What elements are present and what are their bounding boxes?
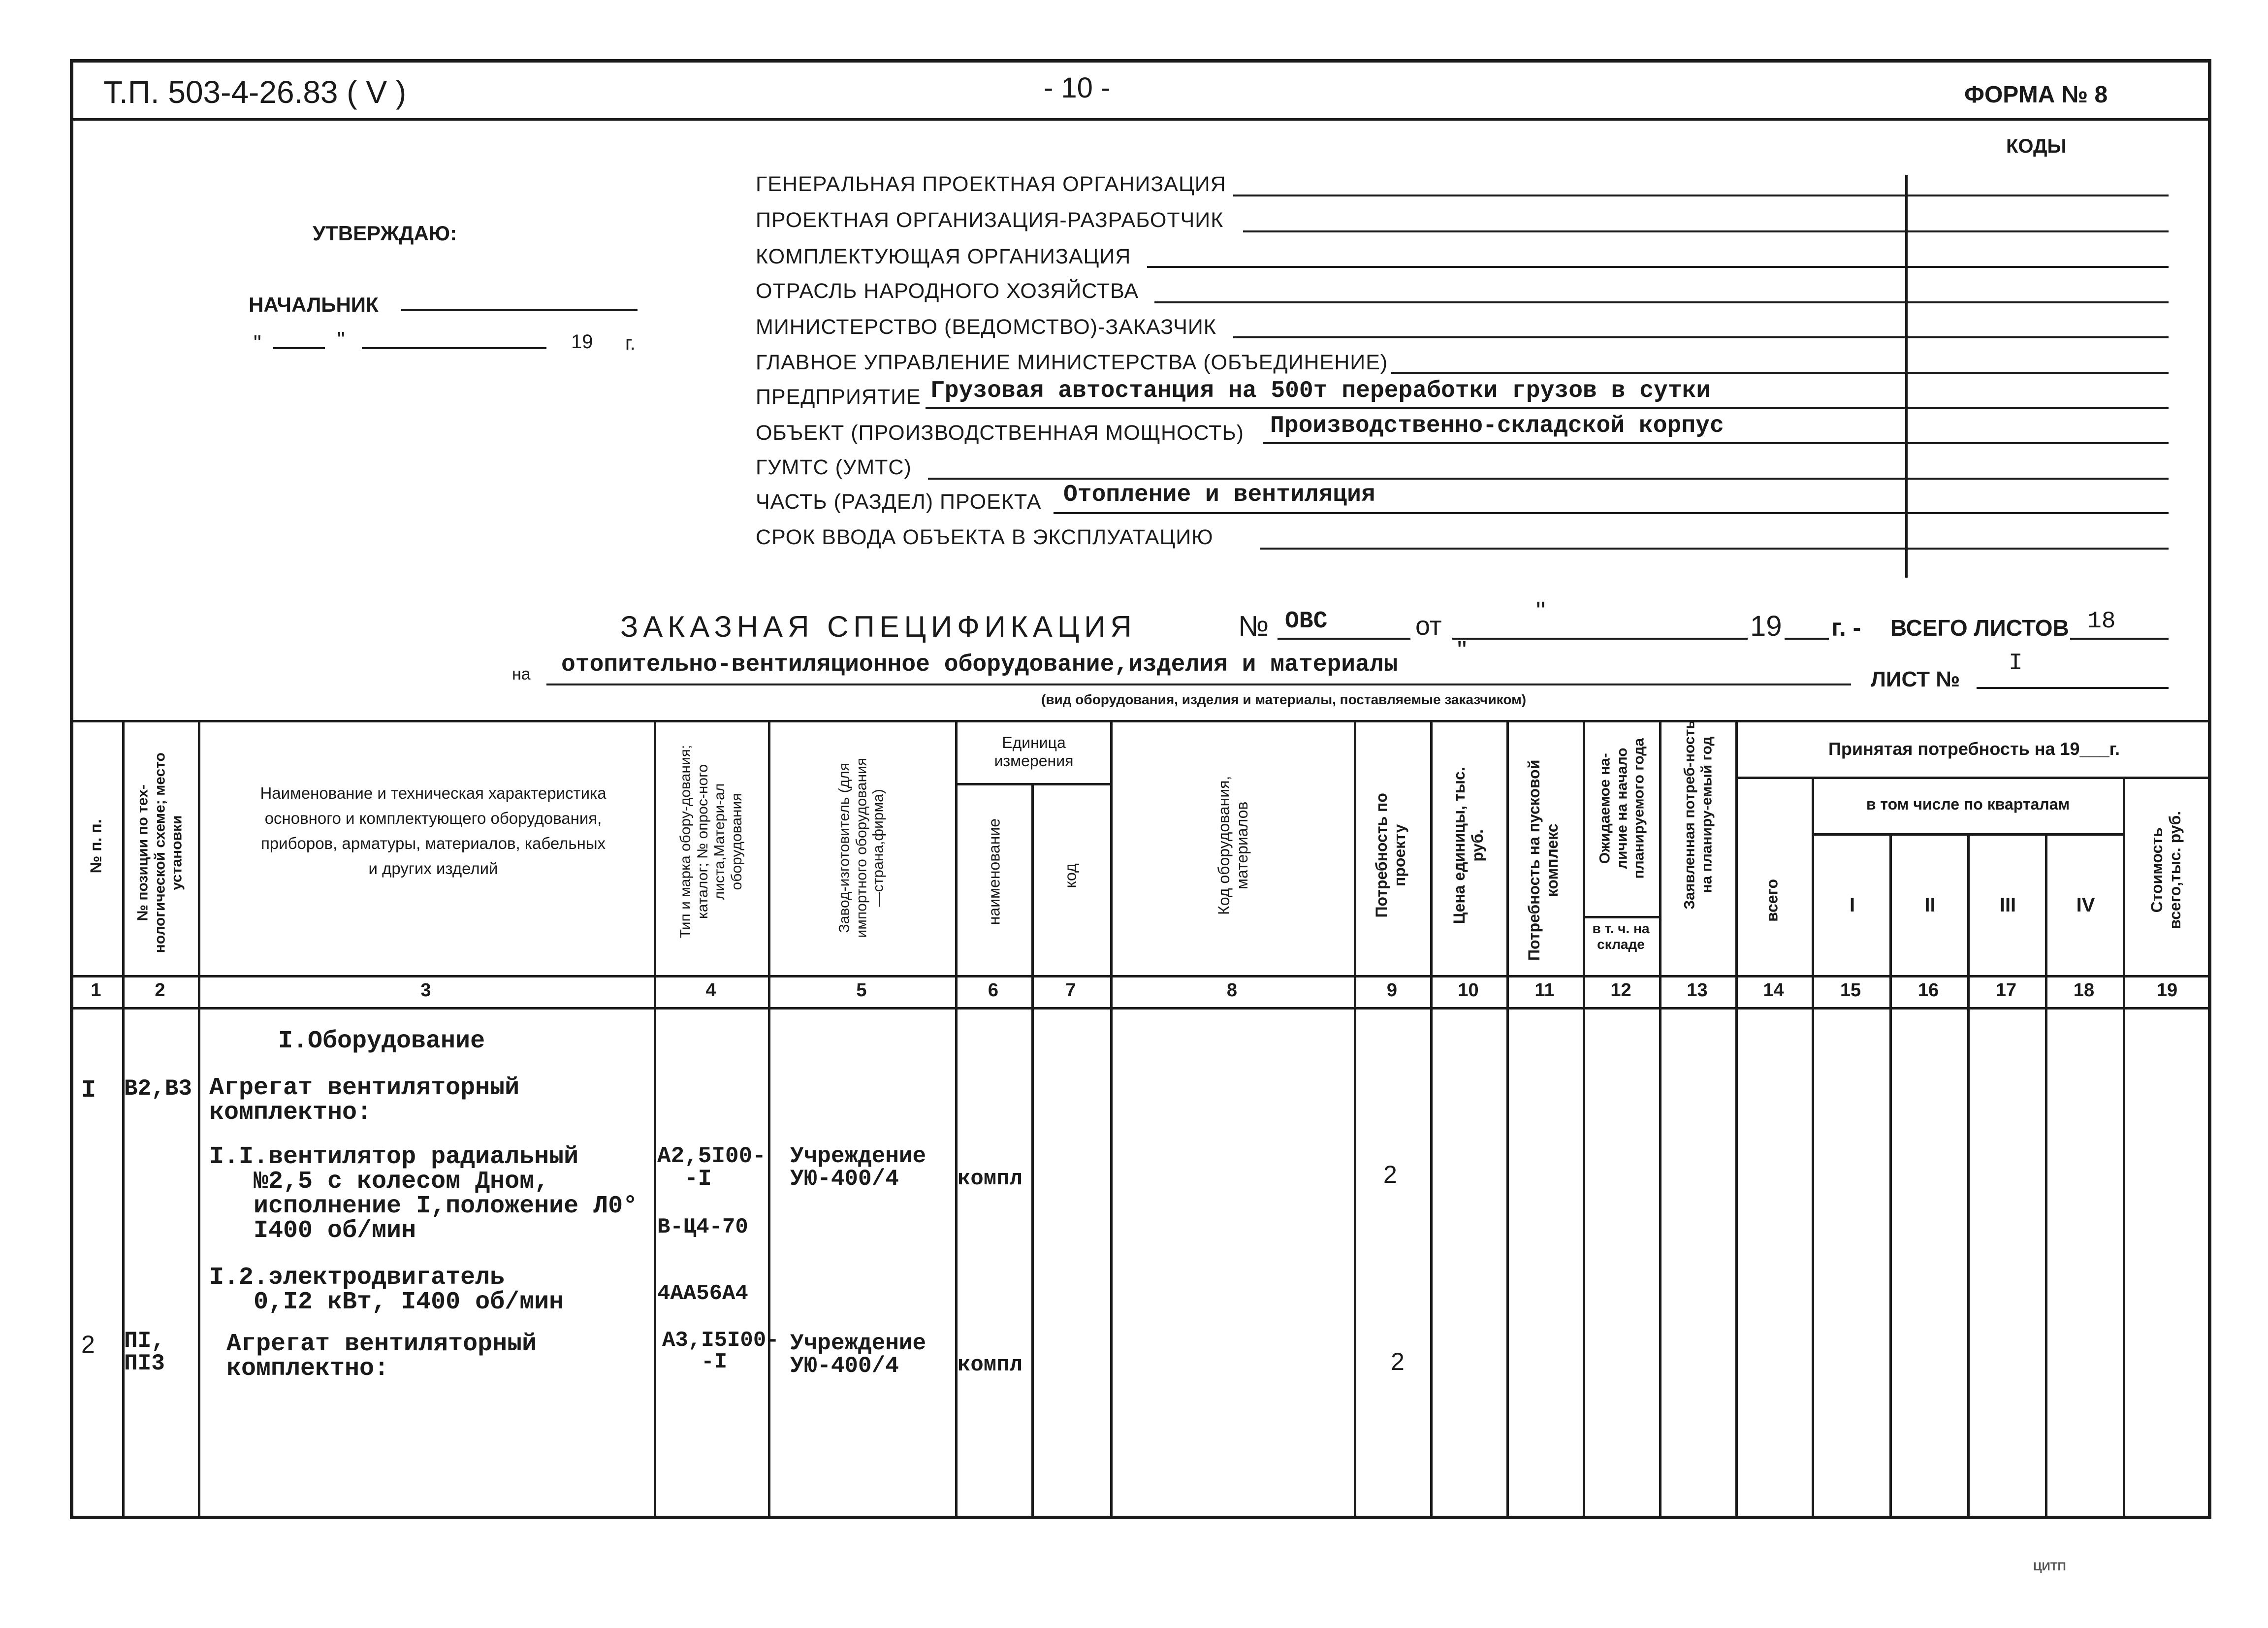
col-num-13: 13 — [1687, 980, 1708, 1001]
spec-quote-2: " — [1457, 636, 1467, 665]
field-line-part — [1054, 512, 2169, 514]
approve-title: УТВЕРЖДАЮ: — [313, 222, 457, 245]
col-num-2: 2 — [155, 980, 165, 1001]
col-head-8: Код оборудования, материалов — [1215, 776, 1251, 915]
col-num-17: 17 — [1995, 980, 2017, 1001]
col-line-16 — [1967, 833, 1970, 1519]
col-line-4 — [768, 720, 770, 1519]
col-num-18: 18 — [2073, 980, 2095, 1001]
col-head-15: I — [1849, 894, 1855, 916]
spec-sheet-line — [1977, 687, 2169, 689]
spec-year-suffix: г. - — [1831, 614, 1861, 641]
row2-unit: компл — [958, 1353, 1023, 1377]
col-line-13 — [1735, 720, 1738, 1519]
spec-date-line — [1452, 638, 1748, 640]
row2-type: А3,I5I00- -I — [662, 1328, 779, 1374]
col-head-12: Ожидаемое на-личие на начало планируемого года — [1597, 738, 1647, 879]
field-line-ministry — [1233, 336, 2169, 338]
date-month-line — [362, 347, 546, 349]
col-head-7: код — [1061, 863, 1080, 888]
spec-from-label: от — [1415, 611, 1442, 641]
spec-year: 19 — [1750, 610, 1782, 642]
doc-code: Т.П. 503-4-26.83 ( V ) — [103, 74, 407, 110]
spec-no-label: № — [1238, 610, 1269, 642]
field-line-deadline — [1260, 548, 2169, 550]
col-head-group: Принятая потребность на 19___г. — [1828, 739, 2120, 759]
row1-position: В2,В3 — [124, 1076, 192, 1102]
field-value-object: Производственно-складской корпус — [1270, 413, 1724, 439]
section-title: I.Оборудование — [278, 1027, 485, 1055]
spec-sheet-value: I — [2009, 650, 2023, 677]
field-label-object: ОБЪЕКТ (ПРОИЗВОДСТВЕННАЯ МОЩНОСТЬ) — [756, 421, 1244, 445]
spec-quote-1: " — [1536, 596, 1546, 626]
spec-title: ЗАКАЗНАЯ СПЕЦИФИКАЦИЯ — [620, 610, 1137, 643]
col-num-9: 9 — [1386, 980, 1398, 1001]
date-year-suffix: г. — [625, 332, 636, 354]
date-day-line — [273, 347, 325, 349]
col-line-11 — [1583, 720, 1585, 1519]
col-head-19: Стоимость всего,тыс. руб. — [2148, 811, 2184, 929]
col-num-6: 6 — [988, 980, 999, 1001]
col-num-8: 8 — [1226, 980, 1238, 1001]
col-num-14: 14 — [1763, 980, 1784, 1001]
col-head-14: всего — [1763, 879, 1781, 922]
col-head-17: III — [1999, 894, 2016, 916]
col-num-3: 3 — [420, 980, 431, 1001]
field-line-project-org — [1243, 230, 2169, 232]
col-line-9 — [1430, 720, 1433, 1519]
row11-name: I.I.вентилятор радиальный №2,5 с колесом Дном, исполнение I,положение Л0° I400 об/мин — [209, 1143, 638, 1245]
row11-qty: 2 — [1383, 1161, 1397, 1188]
field-line-branch — [1154, 301, 2169, 303]
col-head-13: Заявленная потреб-ность на планиру-емый год — [1681, 720, 1715, 910]
row11-maker: Учреждение УЮ-400/4 — [790, 1143, 926, 1192]
col-head-3: Наименование и техническая характеристика основного и комплектующего оборудования, приборов, арматуры, материалов, кабельных и других изделий — [260, 784, 607, 878]
col-line-8 — [1354, 720, 1356, 1519]
date-quote-close: " — [337, 327, 345, 352]
field-label-supply-org: КОМПЛЕКТУЮЩАЯ ОРГАНИЗАЦИЯ — [756, 245, 1131, 268]
col-num-4: 4 — [705, 980, 716, 1001]
spec-total-label: ВСЕГО ЛИСТОВ — [1890, 615, 2069, 641]
spec-year-line — [1785, 638, 1829, 640]
col-line-5 — [955, 720, 958, 1519]
header-divider — [70, 118, 2211, 121]
spec-note: (вид оборудования, изделия и материалы, поставляемые заказчиком) — [1041, 692, 1527, 707]
codes-label: КОДЫ — [2006, 135, 2067, 157]
col-head-5: Завод-изготовитель (для импортного оборудования —страна,фирма) — [836, 757, 887, 938]
codes-divider — [1905, 175, 1908, 578]
spec-no-line — [1278, 638, 1410, 640]
field-label-part: ЧАСТЬ (РАЗДЕЛ) ПРОЕКТА — [756, 490, 1042, 514]
field-value-part: Отопление и вентиляция — [1063, 482, 1375, 508]
col-num-15: 15 — [1840, 980, 1861, 1001]
col-head-10: Цена единицы, тыс. руб. — [1450, 767, 1486, 924]
col-num-12: 12 — [1610, 980, 1631, 1001]
col-head-11: Потребность на пусковой комплекс — [1525, 759, 1561, 961]
row2-number: 2 — [81, 1331, 95, 1358]
field-label-enterprise: ПРЕДПРИЯТИЕ — [756, 385, 921, 409]
col-num-19: 19 — [2156, 980, 2178, 1001]
field-label-deadline: СРОК ВВОДА ОБЪЕКТА В ЭКСПЛУАТАЦИЮ — [756, 525, 1214, 549]
col-line-18 — [2123, 777, 2125, 1519]
spec-total-value: 18 — [2087, 608, 2116, 635]
field-label-ministry: МИНИСТЕРСТВО (ВЕДОМСТВО)-ЗАКАЗЧИК — [756, 315, 1216, 339]
row1-name: Агрегат вентиляторный комплектно: — [209, 1074, 520, 1127]
field-line-enterprise — [926, 407, 2169, 409]
col-head-16: II — [1924, 894, 1936, 916]
col-line-1 — [122, 720, 125, 1519]
col-line-3 — [654, 720, 656, 1519]
chief-label: НАЧАЛЬНИК — [249, 293, 379, 316]
spec-na-label: на — [512, 665, 531, 684]
col-num-1: 1 — [91, 980, 101, 1001]
row1-number: I — [81, 1076, 96, 1105]
field-label-project-org: ПРОЕКТНАЯ ОРГАНИЗАЦИЯ-РАЗРАБОТЧИК — [756, 208, 1224, 232]
spec-sheet-label: ЛИСТ № — [1871, 667, 1960, 691]
date-quote-open: " — [254, 331, 261, 355]
row12-name: I.2.электродвигатель 0,I2 кВт, I400 об/мин — [209, 1264, 564, 1316]
page-number: - 10 - — [1044, 72, 1111, 104]
col-head-2: № позиции по тех-нологической схеме; место установки — [134, 752, 185, 953]
spec-no-value: ОВС — [1285, 608, 1328, 635]
row2-position: ПI, ПI3 — [124, 1328, 165, 1376]
form-number: ФОРМА № 8 — [1964, 82, 2108, 108]
col-head-6: наименование — [985, 818, 1003, 925]
spec-total-line — [2070, 638, 2169, 640]
field-label-main-dept: ГЛАВНОЕ УПРАВЛЕНИЕ МИНИСТЕРСТВА (ОБЪЕДИНЕНИЕ) — [756, 351, 1388, 374]
col-head-4: Тип и марка обору-дования; каталог; № опрос-ного листа,Матери-ал оборудования — [677, 745, 745, 939]
field-line-main-dept — [1391, 372, 2169, 374]
col-line-12 — [1659, 720, 1661, 1519]
field-line-object — [1263, 442, 2169, 444]
field-label-general-org: ГЕНЕРАЛЬНАЯ ПРОЕКТНАЯ ОРГАНИЗАЦИЯ — [756, 172, 1226, 196]
field-line-general-org — [1233, 195, 2169, 196]
row2-maker: Учреждение УЮ-400/4 — [790, 1331, 926, 1379]
date-year: 19 — [571, 331, 593, 353]
spec-na-line — [546, 684, 1851, 685]
col-num-7: 7 — [1065, 980, 1076, 1001]
col-num-10: 10 — [1458, 980, 1479, 1001]
row12-type: 4АА56А4 — [657, 1281, 748, 1306]
field-label-branch: ОТРАСЛЬ НАРОДНОГО ХОЗЯЙСТВА — [756, 279, 1139, 303]
col-line-14 — [1812, 777, 1814, 1519]
field-line-gumts — [928, 478, 2169, 480]
col-line-17 — [2045, 833, 2047, 1519]
group-sub-line — [1735, 777, 2211, 779]
col-line-6 — [1031, 783, 1034, 1519]
chief-line — [401, 309, 638, 311]
col-num-11: 11 — [1534, 980, 1555, 1001]
col-head-18: IV — [2076, 894, 2095, 916]
col-line-2 — [198, 720, 200, 1519]
col-num-16: 16 — [1917, 980, 1939, 1001]
row11-type2: В-Ц4-70 — [657, 1215, 748, 1239]
table-top-border — [70, 720, 2211, 722]
col-line-15 — [1889, 833, 1892, 1519]
row11-type: А2,5I00- -I — [657, 1143, 766, 1192]
row2-qty: 2 — [1391, 1348, 1405, 1375]
field-value-enterprise: Грузовая автостанция на 500т переработки грузов в сутки — [930, 378, 1711, 404]
col-head-1: № п. п. — [87, 819, 105, 874]
col-line-7 — [1110, 720, 1113, 1519]
row11-unit: компл — [958, 1167, 1023, 1191]
col-num-5: 5 — [856, 980, 867, 1001]
col-head-9: Потребность по проекту — [1373, 793, 1408, 918]
col-head-unit: Единица измерения — [994, 734, 1074, 770]
spec-na-value: отопительно-вентиляционное оборудование,изделия и материалы — [561, 651, 1398, 678]
col-head-12b: в т. ч. на складе — [1592, 921, 1650, 952]
stock-sub-line — [1583, 916, 1659, 918]
row2-name: Агрегат вентиляторный комплектно: — [226, 1330, 537, 1383]
field-label-gumts: ГУМТС (УМТС) — [756, 456, 912, 479]
field-line-supply-org — [1147, 266, 2169, 268]
col-line-10 — [1506, 720, 1509, 1519]
col-head-quarters: в том числе по кварталам — [1866, 795, 2070, 813]
footer-mark: ЦИТП — [2033, 1560, 2066, 1573]
